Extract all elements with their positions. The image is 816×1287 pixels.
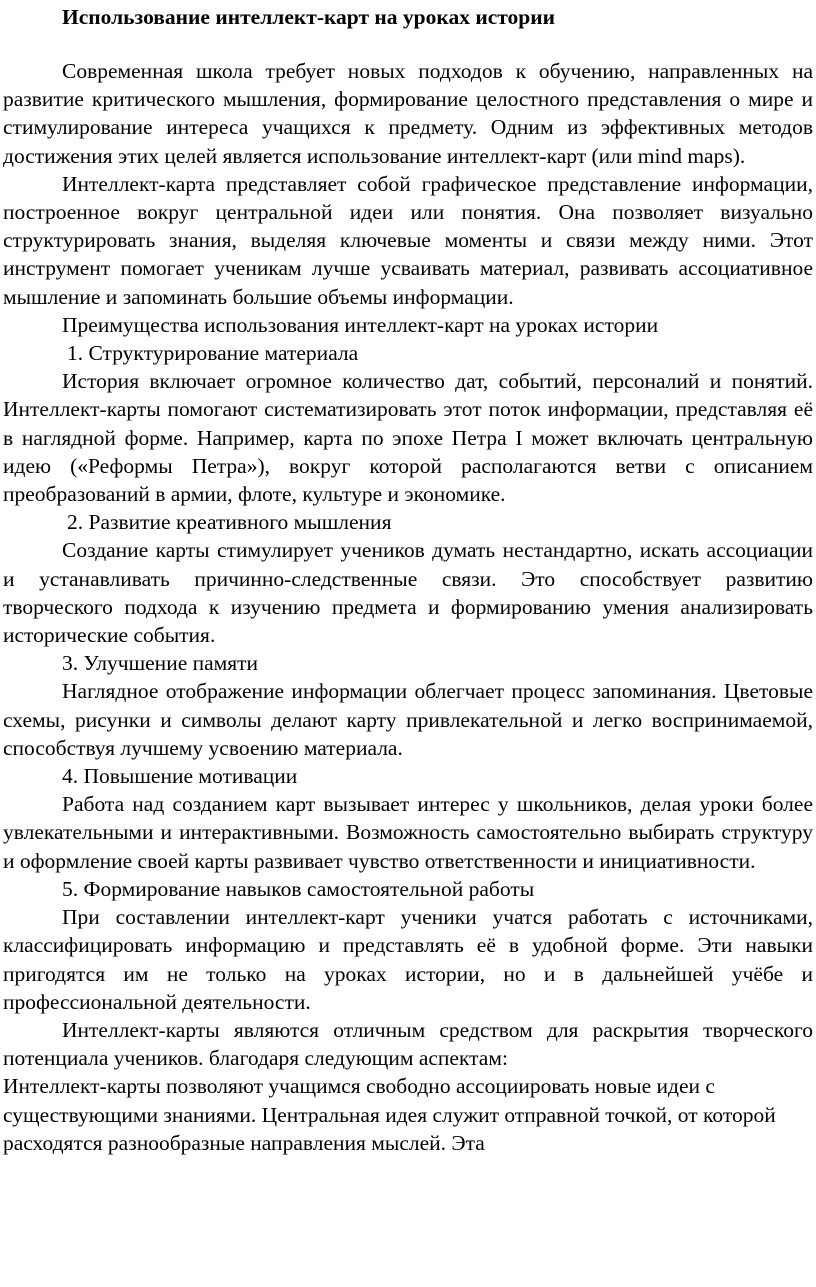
section-heading-memory: 3. Улучшение памяти xyxy=(62,651,259,676)
paragraph-motivation: Работа над созданием карт вызывает интерес у школьников, делая уроки более увлекательными и интерактивными. Возможность самостоятельно выбирать структуру и оформление своей карты развивает чувство ответственности и инициативности. xyxy=(3,792,813,873)
document-body xyxy=(3,57,813,1157)
paragraph-structuring: История включает огромное количество дат, событий, персоналий и понятий. Интеллект-карты помогают систематизировать этот поток информации, представляя её в наглядной форме. Например, карта по эпохе Петра I может включать центральную идею («Реформы Петра»), вокруг которой располагаются ветви с описанием преобразований в армии, флоте, культуре и экономике. xyxy=(3,369,813,507)
document-title: Использование интеллект-карт на уроках истории xyxy=(62,5,556,29)
paragraph-associations: Интеллект-карты позволяют учащимся свободно ассоциировать новые идеи с существующими знаниями. Центральная идея служит отправной точкой, от которой расходятся разнообразные направления мыслей. Эта xyxy=(3,1074,776,1155)
advantages-heading: Преимущества использования интеллект-карт на уроках истории xyxy=(62,312,659,337)
paragraph-creative-potential: Интеллект-карты являются отличным средством для раскрытия творческого потенциала учеников. благодаря следующим аспектам: xyxy=(3,1017,813,1071)
paragraph-definition: Интеллект-карта представляет собой графическое представление информации, построенное вокруг центральной идеи или понятия. Она позволяет визуально структурировать знания, выделяя ключевые моменты и связи между ними. Этот инструмент помогает ученикам лучше усваивать материал, развивать ассоциативное мышление и запоминать большие объемы информации. xyxy=(3,171,813,309)
section-heading-motivation: 4. Повышение мотивации xyxy=(62,764,298,789)
section-heading-independent-work: 5. Формирование навыков самостоятельной работы xyxy=(62,876,535,901)
paragraph-creativity: Создание карты стимулирует учеников думать нестандартно, искать ассоциации и устанавливать причинно-следственные связи. Это способствует развитию творческого подхода к изучению предмета и формированию умения анализировать исторические события. xyxy=(3,538,813,648)
paragraph-independent-work: При составлении интеллект-карт ученики учатся работать с источниками, классифицировать информацию и представлять её в удобной форме. Эти навыки пригодятся им не только на уроках истории, но и в дальнейшей учёбе и профессиональной деятельности. xyxy=(3,905,813,1014)
paragraph-memory: Наглядное отображение информации облегчает процесс запоминания. Цветовые схемы, рисунки и символы делают карту привлекательной и легко воспринимаемой, способствуя лучшему усвоению материала. xyxy=(3,679,813,760)
section-heading-structuring: 1. Структурирование материала xyxy=(67,341,359,366)
paragraph-intro: Современная школа требует новых подходов к обучению, направленных на развитие критического мышления, формирование целостного представления о мире и стимулирование интереса учащихся к предмету. Одним из эффективных методов достижения этих целей является использование интеллект-карт (или mind maps). xyxy=(3,59,813,168)
section-heading-creativity: 2. Развитие креативного мышления xyxy=(67,510,392,535)
